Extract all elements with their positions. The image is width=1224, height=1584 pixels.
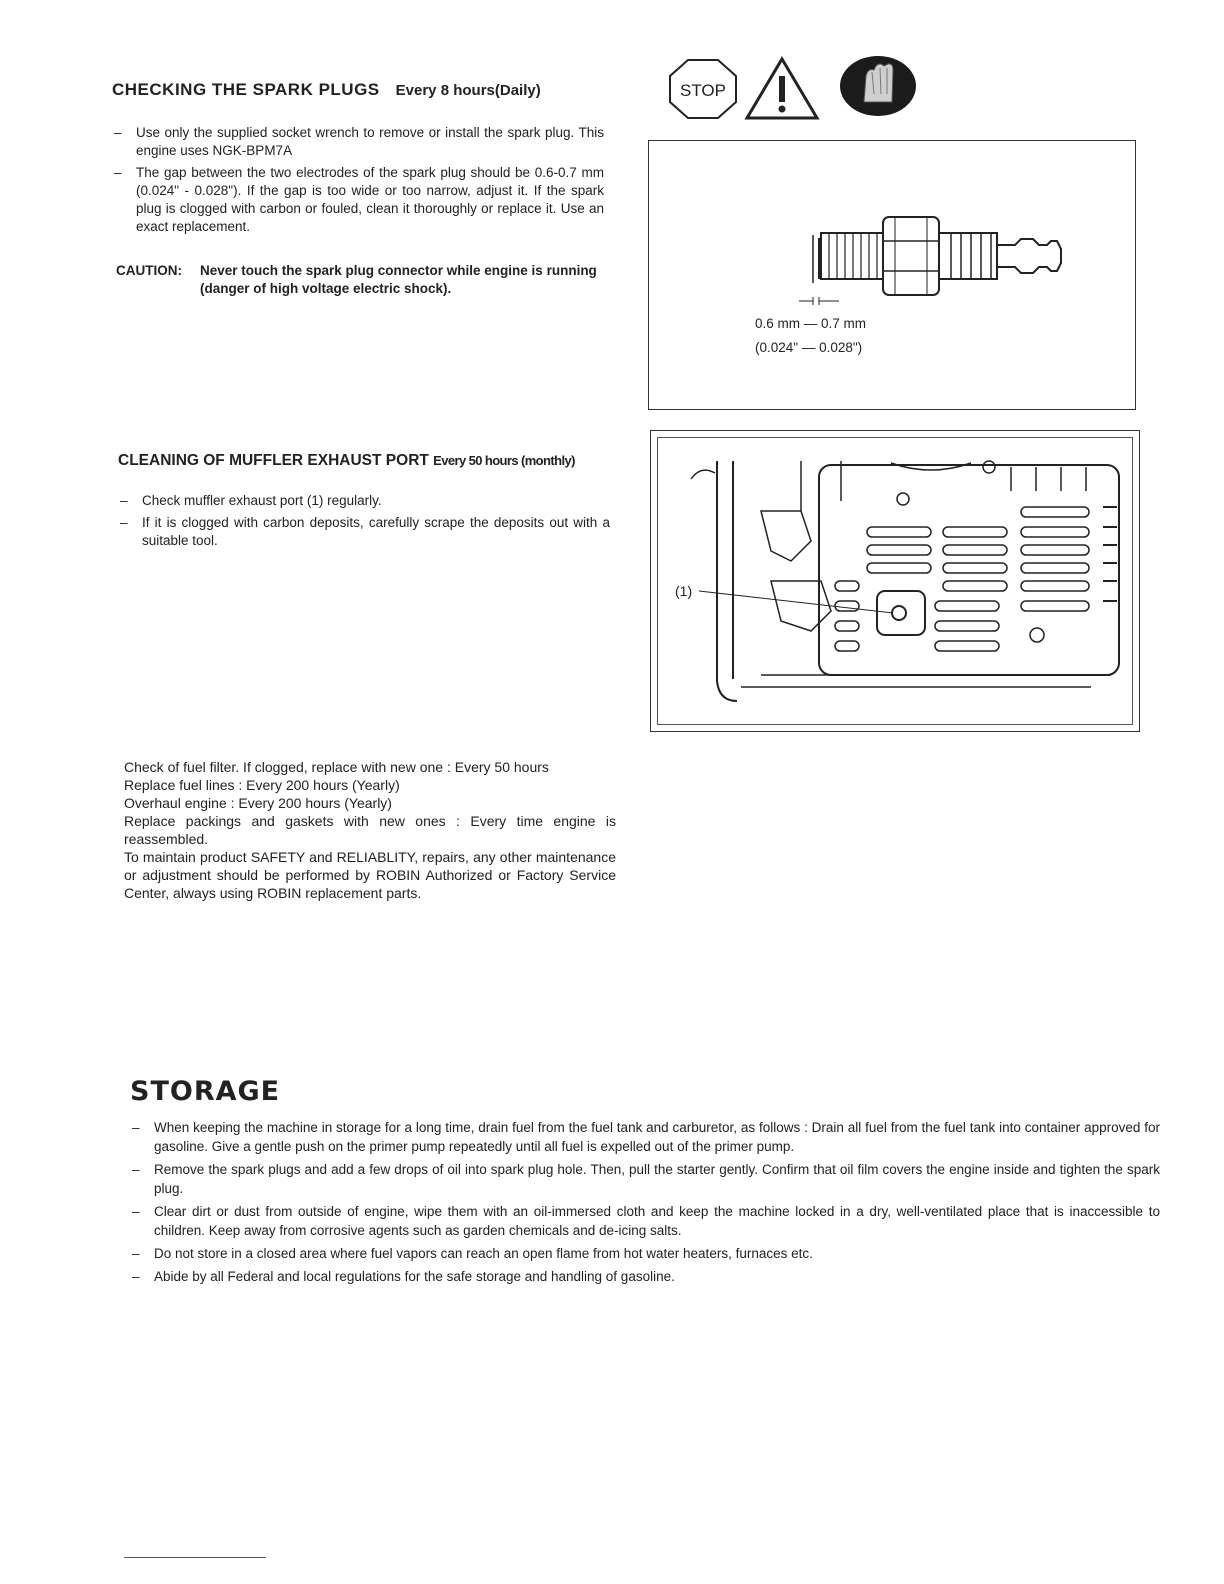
spark-plug-diagram bbox=[648, 140, 1136, 410]
muffler-instructions bbox=[118, 492, 610, 554]
spark-plug-instructions bbox=[112, 124, 604, 240]
list-item: – When keeping the machine in storage for a long time, drain fuel from the fuel tank and carburetor, as follows : Drain all fuel from the fuel tank into container approved for gasoline. Give a gentle push on the primer pump repeatedly until all fuel is expelled out of the primer pump. bbox=[130, 1118, 1160, 1156]
maintenance-line: Replace packings and gaskets with new ones : Every time engine is reassembled. bbox=[124, 813, 616, 847]
spark-plug-heading bbox=[112, 80, 541, 100]
stop-icon bbox=[668, 58, 738, 120]
muffler-diagram bbox=[650, 430, 1140, 732]
list-item: – Abide by all Federal and local regulations for the safe storage and handling of gasoline. bbox=[130, 1267, 1160, 1286]
list-item: – Check muffler exhaust port (1) regularly. bbox=[118, 492, 610, 510]
list-item: – Use only the supplied socket wrench to remove or install the spark plug. This engine uses NGK-BPM7A bbox=[112, 124, 604, 160]
list-item: – If it is clogged with carbon deposits, carefully scrape the deposits out with a suitable tool. bbox=[118, 514, 610, 550]
caution-text: Never touch the spark plug connector while engine is running (danger of high voltage electric shock). bbox=[200, 263, 597, 296]
maintenance-line: Overhaul engine : Every 200 hours (Yearly) bbox=[124, 795, 392, 811]
spark-plug-interval: Every 8 hours(Daily) bbox=[395, 82, 541, 99]
caution-label: CAUTION: bbox=[116, 263, 182, 278]
list-item: – Remove the spark plugs and add a few drops of oil into spark plug hole. Then, pull the starter gently. Confirm that oil film covers the engine inside and tighten the spark plug. bbox=[130, 1160, 1160, 1198]
spark-plug-title: CHECKING THE SPARK PLUGS bbox=[112, 80, 380, 99]
storage-instructions bbox=[130, 1118, 1160, 1290]
muffler-drawing bbox=[671, 451, 1131, 711]
gap-imperial: (0.024" — 0.028") bbox=[755, 340, 863, 355]
list-item: – The gap between the two electrodes of the spark plug should be 0.6-0.7 mm (0.024" - 0.028"). If the gap is too wide or too narrow, adjust it. If the spark plug is clogged with carbon or fouled, clean it thoroughly or replace it. Use an exact replacement. bbox=[112, 164, 604, 236]
caution-note bbox=[116, 262, 608, 296]
muffler-heading bbox=[118, 452, 575, 470]
exhaust-port-callout: (1) bbox=[675, 583, 693, 599]
warning-triangle-icon bbox=[744, 56, 820, 122]
maintenance-line: Replace fuel lines : Every 200 hours (Yearly) bbox=[124, 777, 400, 793]
gap-metric: 0.6 mm — 0.7 mm bbox=[755, 316, 867, 331]
list-item: – Clear dirt or dust from outside of engine, wipe them with an oil-immersed cloth and keep the machine locked in a dry, well-ventilated place that is inaccessible to children. Keep away from corrosive agents such as garden chemicals and de-icing salts. bbox=[130, 1202, 1160, 1240]
muffler-title: CLEANING OF MUFFLER EXHAUST PORT bbox=[118, 452, 429, 469]
storage-heading: STORAGE bbox=[130, 1076, 281, 1107]
stop-label: STOP bbox=[680, 81, 726, 100]
maintenance-line: To maintain product SAFETY and RELIABLITY, repairs, any other maintenance or adjustment should be performed by ROBIN Authorized or Factory Service Center, always using ROBIN replacement parts. bbox=[124, 849, 616, 901]
muffler-interval: Every 50 hours (monthly) bbox=[433, 453, 575, 468]
maintenance-notes bbox=[124, 758, 616, 902]
protective-glove-icon bbox=[838, 54, 918, 118]
spark-plug-drawing bbox=[799, 201, 1069, 321]
footer-rule bbox=[124, 1557, 266, 1558]
maintenance-line: Check of fuel filter. If clogged, replace with new one : Every 50 hours bbox=[124, 759, 549, 775]
list-item: – Do not store in a closed area where fuel vapors can reach an open flame from hot water heaters, furnaces etc. bbox=[130, 1244, 1160, 1263]
